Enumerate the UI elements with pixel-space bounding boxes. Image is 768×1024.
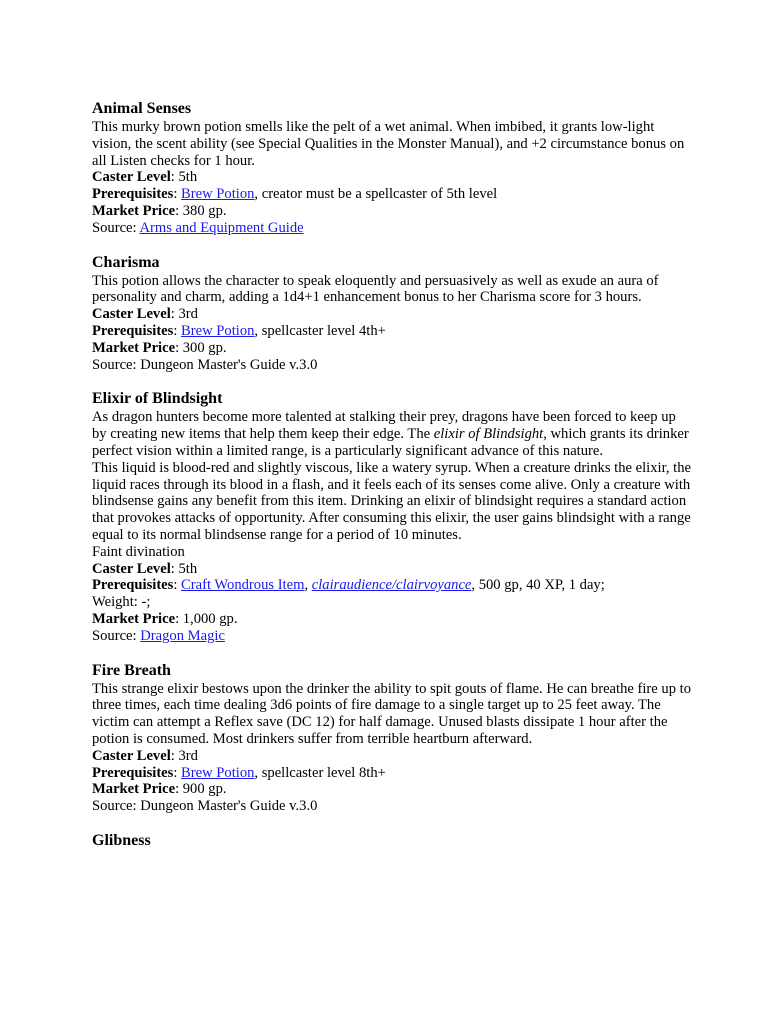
dragon-magic-link[interactable]: Dragon Magic	[140, 627, 225, 644]
source-line: Source: Dungeon Master's Guide v.3.0	[92, 798, 318, 815]
prerequisites-rest: , creator must be a spellcaster of 5th level	[254, 186, 498, 203]
prerequisites-label: Prerequisites	[92, 764, 174, 781]
caster-level-value: : 3rd	[170, 747, 198, 764]
entry-description: This strange elixir bestows upon the drinker the ability to spit gouts of flame. He can breathe fire up to three times, each time dealing 3d6 points of fire damage to a single target up to 25 feet away. The victim can attempt a Reflex save (DC 12) for half damage. Unused blasts dissipate 1 hour after the potion is consumed. Most drinkers suffer from terrible heartburn afterward.	[92, 680, 691, 747]
prerequisites-rest: , spellcaster level 8th+	[254, 764, 386, 781]
market-price-line	[92, 340, 692, 357]
prerequisites-separator: :	[173, 322, 182, 339]
weight-line: Weight: -;	[92, 594, 151, 611]
description-part: , which grants its drinker perfect vision within a limited range, is a particularly significant advance of this nature.	[92, 426, 689, 459]
entry-description: This murky brown potion smells like the pelt of a wet animal. When imbibed, it grants low-light vision, the scent ability (see Special Qualities in the Monster Manual), and +2 circumstance bonus on all Listen checks for 1 hour.	[92, 119, 685, 169]
source-line	[92, 220, 692, 237]
source-prefix: Source:	[92, 219, 140, 236]
brew-potion-link[interactable]: Brew Potion	[181, 764, 255, 781]
caster-level-line	[92, 169, 692, 186]
source-line: Source: Dungeon Master's Guide v.3.0	[92, 356, 318, 373]
prerequisites-separator: ,	[304, 577, 312, 594]
market-price-value: : 380 gp.	[175, 202, 227, 219]
description-part: As dragon hunters become more talented at stalking their prey, dragons have been forced to keep up by creating new items that help them keep their edge. The	[92, 409, 676, 443]
arms-and-equipment-guide-link[interactable]: Arms and Equipment Guide	[139, 219, 304, 236]
prerequisites-line	[92, 323, 692, 340]
entry-title: Charisma	[92, 253, 160, 271]
prerequisites-label: Prerequisites	[92, 186, 174, 203]
caster-level-line	[92, 748, 692, 765]
brew-potion-link[interactable]: Brew Potion	[181, 322, 255, 339]
entry-elixir-of-blindsight	[92, 389, 692, 644]
brew-potion-link[interactable]: Brew Potion	[181, 186, 255, 203]
prerequisites-line	[92, 765, 692, 782]
caster-level-label: Caster Level	[92, 560, 171, 577]
prerequisites-rest: , spellcaster level 4th+	[254, 322, 386, 339]
caster-level-value: : 3rd	[170, 306, 198, 323]
document-page	[92, 99, 692, 867]
market-price-value: : 1,000 gp.	[175, 610, 238, 627]
market-price-label: Market Price	[92, 610, 176, 627]
market-price-label: Market Price	[92, 781, 176, 798]
prerequisites-rest: , 500 gp, 40 XP, 1 day;	[471, 577, 605, 594]
entry-animal-senses	[92, 99, 692, 237]
source-line	[92, 628, 692, 645]
prerequisites-line	[92, 577, 692, 594]
caster-level-label: Caster Level	[92, 306, 171, 323]
entry-description-2: This liquid is blood-red and slightly viscous, like a watery syrup. When a creature drinks the elixir, the liquid races through its blood in a flash, and it feels each of its senses come alive. Only a creature with blindsense gains any benefit from this item. Drinking an elixir of blindsight requires a standard action that provokes attacks of opportunity. After consuming this elixir, the user gains blindsight with a range equal to its normal blindsense range for a period of 10 minutes.	[92, 459, 691, 543]
entry-description	[92, 409, 692, 459]
entry-title: Elixir of Blindsight	[92, 390, 223, 408]
caster-level-value: : 5th	[170, 560, 198, 577]
entry-title: Fire Breath	[92, 661, 171, 679]
market-price-line	[92, 781, 692, 798]
entry-glibness	[92, 831, 692, 851]
prerequisites-separator: :	[173, 577, 182, 594]
market-price-line	[92, 203, 692, 220]
caster-level-value: : 5th	[170, 169, 198, 186]
description-italic: elixir of Blindsight	[433, 426, 544, 443]
entry-fire-breath	[92, 661, 692, 815]
caster-level-line	[92, 561, 692, 578]
entry-charisma	[92, 253, 692, 374]
caster-level-label: Caster Level	[92, 747, 171, 764]
prerequisites-line	[92, 186, 692, 203]
caster-level-label: Caster Level	[92, 169, 171, 186]
market-price-value: : 900 gp.	[175, 781, 227, 798]
prerequisites-separator: :	[173, 764, 182, 781]
caster-level-line	[92, 306, 692, 323]
craft-wondrous-item-link[interactable]: Craft Wondrous Item	[181, 577, 305, 594]
prerequisites-separator: :	[173, 186, 182, 203]
market-price-label: Market Price	[92, 339, 176, 356]
entry-title: Animal Senses	[92, 100, 192, 117]
market-price-line	[92, 611, 692, 628]
source-prefix: Source:	[92, 627, 141, 644]
prerequisites-label: Prerequisites	[92, 577, 174, 594]
aura-line: Faint divination	[92, 543, 185, 560]
entry-description: This potion allows the character to speak eloquently and persuasively as well as exude an aura of personality and charm, adding a 1d4+1 enhancement bonus to her Charisma score for 3 hours.	[92, 272, 659, 306]
clairaudience-clairvoyance-link[interactable]	[312, 577, 472, 593]
market-price-label: Market Price	[92, 202, 176, 219]
entry-title: Glibness	[92, 831, 151, 849]
prerequisites-label: Prerequisites	[92, 322, 174, 339]
clairaudience-clairvoyance-text: clairaudience/clairvoyance	[311, 577, 472, 594]
market-price-value: : 300 gp.	[175, 339, 227, 356]
